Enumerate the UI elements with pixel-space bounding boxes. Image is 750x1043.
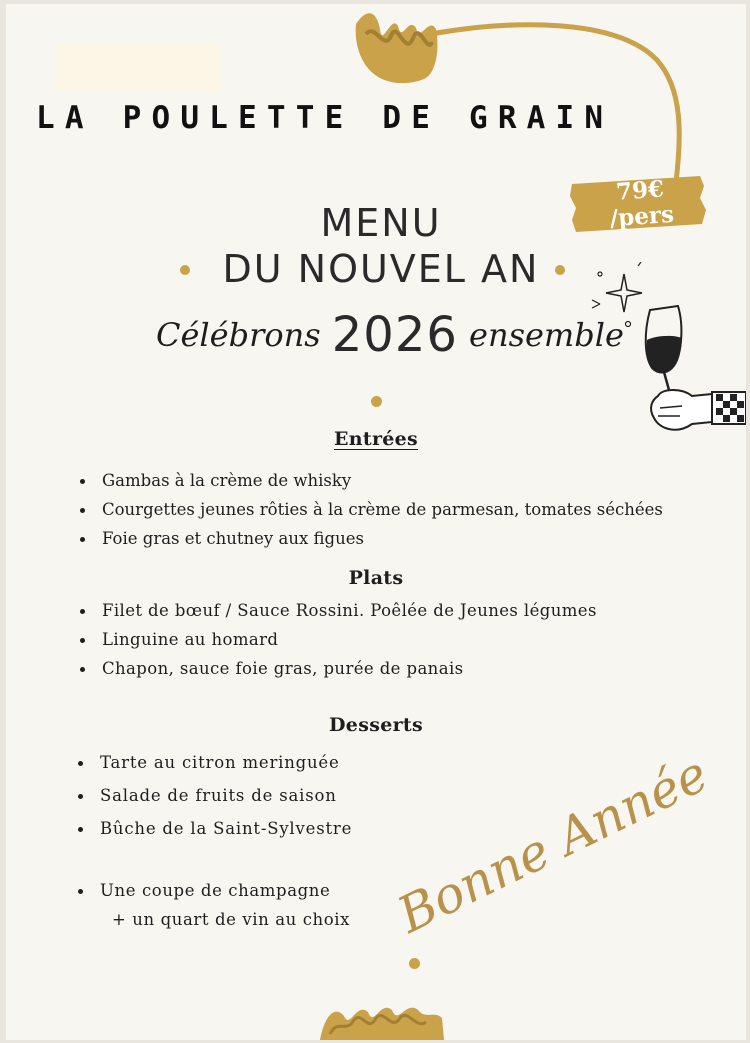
blur-patch bbox=[56, 44, 221, 92]
list-item: Salade de fruits de saison bbox=[78, 779, 352, 812]
list-item: Tarte au citron meringuée bbox=[78, 746, 352, 779]
gold-dot-icon bbox=[555, 265, 565, 275]
price-amount: 79€ bbox=[615, 175, 665, 206]
price-text bbox=[574, 174, 707, 235]
entrees-list bbox=[80, 466, 663, 553]
desserts-list bbox=[78, 746, 352, 845]
list-item: Linguine au homard bbox=[80, 625, 597, 654]
section-title-desserts: Desserts bbox=[329, 714, 423, 736]
price-tag bbox=[568, 172, 708, 236]
celebrate-line bbox=[156, 307, 624, 377]
list-item: Bûche de la Saint-Sylvestre bbox=[78, 812, 352, 845]
list-item: Chapon, sauce foie gras, purée de panais bbox=[80, 654, 597, 683]
gold-curved-line-icon bbox=[426, 14, 696, 184]
celebrate-after: ensemble bbox=[469, 316, 624, 354]
menu-title bbox=[196, 200, 566, 292]
menu-page bbox=[6, 4, 746, 1040]
menu-title-line1: MENU bbox=[320, 201, 442, 245]
plats-list bbox=[80, 596, 597, 683]
section-title-entrees bbox=[6, 428, 746, 450]
section-title-plats: Plats bbox=[348, 567, 404, 589]
list-item: Courgettes jeunes rôties à la crème de parmesan, tomates séchées bbox=[80, 495, 663, 524]
gold-dot-icon bbox=[180, 265, 190, 275]
list-item: Filet de bœuf / Sauce Rossini. Poêlée de Jeunes légumes bbox=[80, 596, 597, 625]
extras-sub-line: + un quart de vin au choix bbox=[112, 910, 351, 929]
menu-title-line2: DU NOUVEL AN bbox=[222, 247, 540, 291]
list-item: Gambas à la crème de whisky bbox=[80, 466, 663, 495]
sparkle-icon bbox=[588, 262, 648, 332]
restaurant-name: LA POULETTE DE GRAIN bbox=[36, 100, 614, 136]
list-item: Une coupe de champagne bbox=[78, 876, 330, 905]
gold-brush-stroke-icon bbox=[314, 994, 449, 1040]
extras-list bbox=[78, 876, 330, 905]
price-unit: /pers bbox=[608, 200, 675, 233]
celebrate-year: 2026 bbox=[331, 307, 458, 363]
gold-dot-icon bbox=[409, 958, 420, 969]
gold-dot-icon bbox=[371, 396, 382, 407]
celebrate-before: Célébrons bbox=[156, 316, 321, 354]
entrees-title: Entrées bbox=[333, 428, 419, 450]
list-item: Foie gras et chutney aux figues bbox=[80, 524, 663, 553]
greeting-script: Bonne Année bbox=[388, 744, 717, 945]
